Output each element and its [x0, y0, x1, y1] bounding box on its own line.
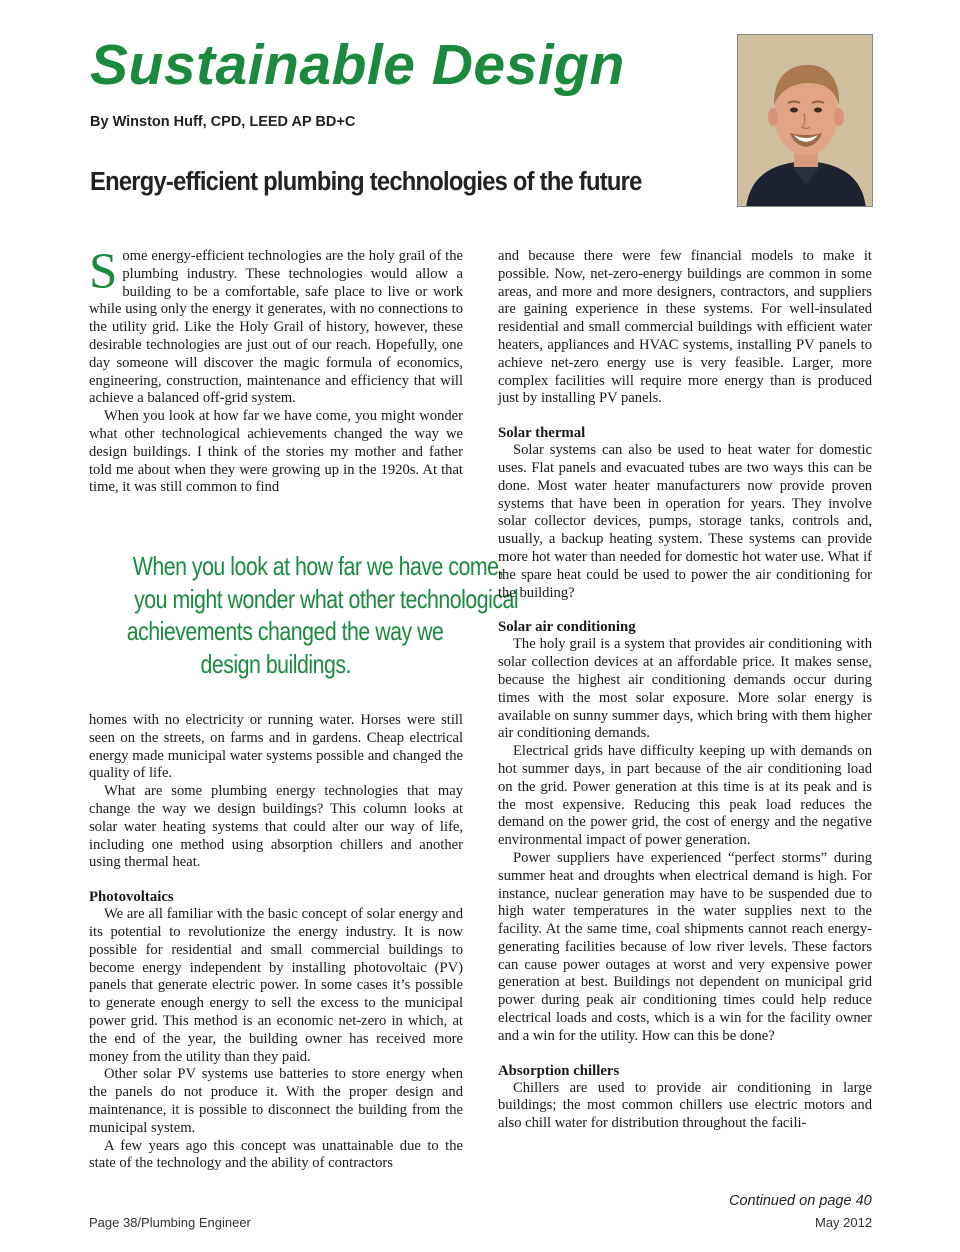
paragraph: Chillers are used to provide air conditioning in large buildings; the most common chillers use electric motors and also chill water for distribution throughout the facili-	[498, 1079, 872, 1132]
pull-quote	[92, 550, 519, 680]
byline: By Winston Huff, CPD, LEED AP BD+C	[90, 114, 356, 130]
article-subtitle: Energy-efficient plumbing technologies of the future	[90, 168, 642, 196]
drop-cap: S	[89, 244, 118, 300]
section-heading-solar-ac: Solar air conditioning	[498, 619, 636, 636]
paragraph: and because there were few financial models to make it possible. Now, net-zero-energy buildings are common in some areas, and more and more designers, contractors, and suppliers are gaining experience in these systems. For well-insulated residential and small commercial buildings with efficient water heaters, appliances and HVAC systems, installing PV panels to achieve net-zero energy use is very feasible. Larger, more complex facilities will require more energy than is produced just by installing PV panels.	[498, 248, 872, 407]
paragraph: A few years ago this concept was unattainable due to the state of the technology and the ability of contractors	[89, 1137, 463, 1172]
paragraph: Solar systems can also be used to heat water for domestic uses. Flat panels and evacuated tubes are two ways this can be done. Most water heater manufacturers now provide proven systems that have been in operation for years. They involve solar collector devices, pumps, storage tanks, controls and, usually, a backup heating system. These systems can provide more hot water than needed for domestic hot water use. What if the spare heat could be used to power the air conditioning for the building?	[498, 442, 872, 601]
author-photo	[737, 34, 873, 207]
column-right	[498, 248, 872, 1133]
pull-quote-line: When you look at how far we have come,	[132, 551, 504, 581]
paragraph: Power suppliers have experienced “perfect storms” during summer heat and droughts when electrical demand is high. For instance, nuclear generation may have to be suspended due to high water temperatures in the water supplies next to the facility. At the same time, coal shipments cannot reach energy-generating facilities because of low river levels. These factors can cause power outages at worst and very expensive power generation at best. Buildings not dependent on municipal grid power during peak air conditioning times could help reduce electrical loads and costs, which is a win for the facility owner and a win for the utility. How can this be done?	[498, 849, 872, 1044]
intro-paragraph: Some energy-efficient technologies are the holy grail of the plumbing industry. These technologies would allow a building to be a comfortable, safe place to live or work while using only the energy it generates, with no connections to the utility grid. Like the Holy Grail of history, however, these desirable technologies are just out of our reach. Hopefully, one day someone will discover the magic formula of economics, engineering, construction, maintenance and efficiency that will achieve a balanced off-grid system.	[89, 244, 463, 407]
paragraph: We are all familiar with the basic concept of solar energy and its potential to revolutionize the energy industry. It is now possible for residential and small commercial buildings to become energy independent by installing photovoltaic (PV) panels that generate electric power. In some cases it’s possible to generate enough energy to sell the excess to the municipal power grid. This method is an economic net-zero in which, at the end of the year, the building owner has received more money from the utility than they paid.	[89, 906, 463, 1065]
section-heading-photovoltaics: Photovoltaics	[89, 889, 174, 906]
pull-quote-line: design buildings.	[200, 648, 352, 679]
paragraph: The holy grail is a system that provides air conditioning with solar collection devices at an affordable price. It makes sense, because the highest air conditioning demands occur during times with the most solar exposure. More solar energy is available on sunny summer days, which bring with them higher air conditioning demands.	[498, 636, 872, 742]
paragraph: When you look at how far we have come, you might wonder what other technological achievements changed the way we design buildings. I think of the stories my mother and father told me about when they were growing up in the 1920s. At that time, it was still common to find	[89, 408, 463, 496]
page-title: Sustainable Design	[90, 33, 625, 97]
column-left-top	[89, 244, 463, 497]
continued-link[interactable]: Continued on page 40	[729, 1193, 872, 1209]
paragraph: What are some plumbing energy technologies that may change the way we design buildings? This column looks at solar water heating systems that could alter our way of life, including one method using absorption chillers and another using thermal heat.	[89, 783, 463, 871]
author-portrait-illustration	[738, 35, 873, 207]
paragraph: Electrical grids have difficulty keeping up with demands on hot summer days, in part because of the air conditioning load on the grid. Power generation at this time is at its peak and is the most expensive. Reducing this peak load reduces the demand on the power grid, the cost of energy and the negative environmental impact of power generation.	[498, 743, 872, 849]
page-footer-label: Page 38/Plumbing Engineer	[89, 1215, 251, 1230]
paragraph: Other solar PV systems use batteries to store energy when the panels do not produce it. With the proper design and maintenance, it is possible to disconnect the building from the municipal system.	[89, 1066, 463, 1136]
pull-quote-line: achievements changed the way we	[126, 616, 444, 646]
column-left-bottom	[89, 712, 463, 1173]
section-heading-solar-thermal: Solar thermal	[498, 425, 586, 442]
issue-date: May 2012	[815, 1215, 873, 1230]
paragraph: homes with no electricity or running water. Horses were still seen on the streets, on farms and in gardens. Cheap electrical energy made municipal water systems possible and changed the quality of life.	[89, 712, 463, 782]
section-heading-absorption-chillers: Absorption chillers	[498, 1062, 620, 1079]
pull-quote-line: you might wonder what other technological	[134, 583, 519, 614]
